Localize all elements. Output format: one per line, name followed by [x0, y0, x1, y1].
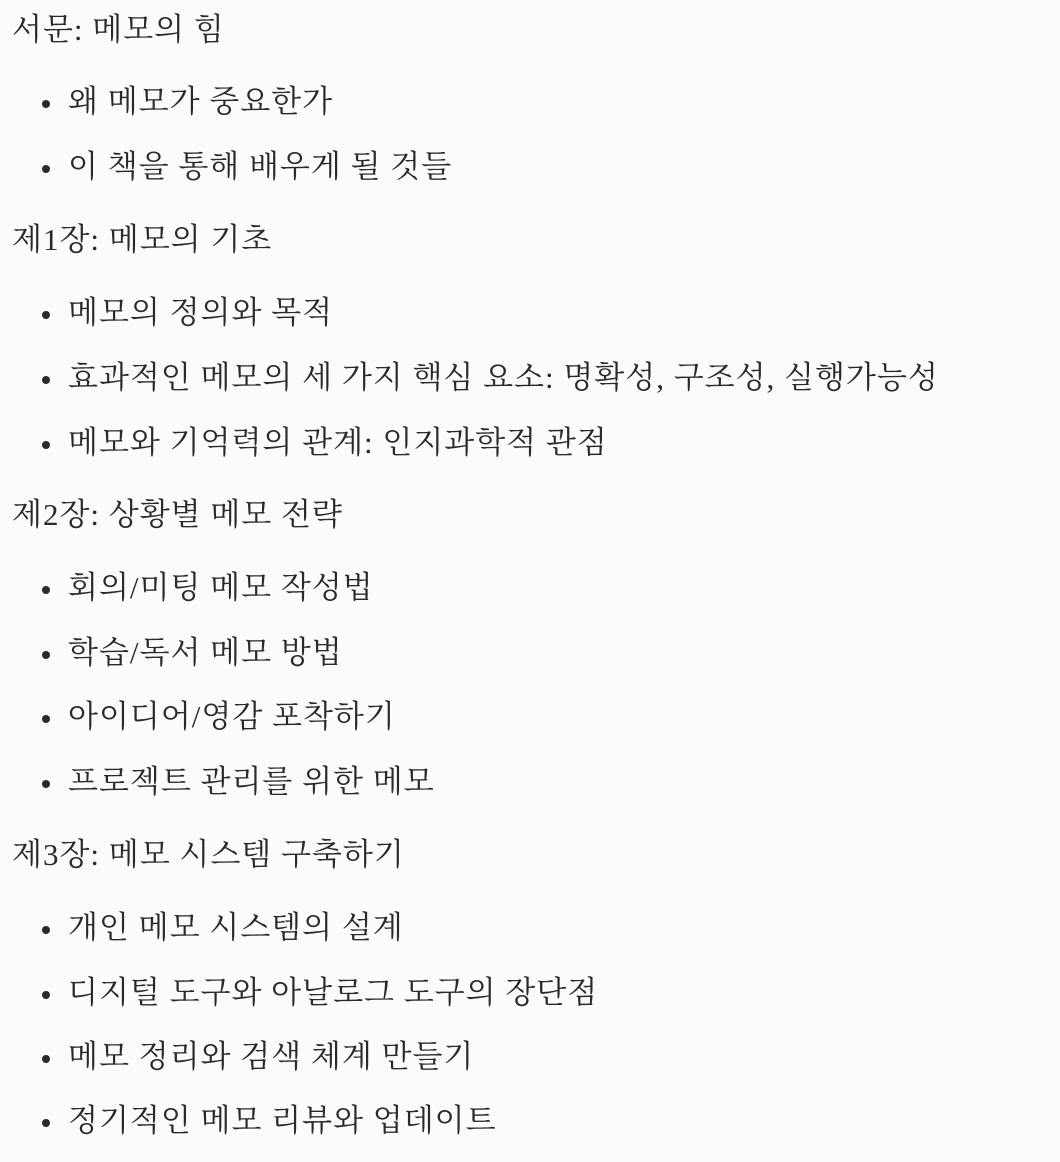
- bullet-icon: [42, 100, 50, 108]
- list-item-text: 메모 정리와 검색 체계 만들기: [68, 1039, 475, 1074]
- list-item: [42, 633, 343, 673]
- list-item: [42, 908, 404, 948]
- list-item-text: 정기적인 메모 리뷰와 업데이트: [68, 1103, 497, 1138]
- list-item: [42, 423, 608, 463]
- list-item: [42, 762, 435, 802]
- bullet-icon: [42, 376, 50, 384]
- list-item: [42, 147, 452, 187]
- bullet-icon: [42, 651, 50, 659]
- list-item: [42, 697, 396, 737]
- list-item: [42, 358, 939, 398]
- bullet-icon: [42, 586, 50, 594]
- list-item-text: 아이디어/영감 포착하기: [68, 699, 396, 734]
- bullet-icon: [42, 780, 50, 788]
- list-item-text: 개인 메모 시스템의 설계: [68, 910, 404, 945]
- list-item-text: 학습/독서 메모 방법: [68, 635, 343, 670]
- list-item-text: 효과적인 메모의 세 가지 핵심 요소: 명확성, 구조성, 실행가능성: [68, 360, 939, 395]
- list-item-text: 메모와 기억력의 관계: 인지과학적 관점: [68, 425, 608, 460]
- section-heading-chapter-2: 제2장: 상황별 메모 전략: [12, 497, 343, 532]
- section-heading-intro: 서문: 메모의 힘: [12, 12, 225, 47]
- list-item-text: 디지털 도구와 아날로그 도구의 장단점: [68, 975, 599, 1010]
- list-item-text: 왜 메모가 중요한가: [68, 84, 334, 119]
- bullet-icon: [42, 715, 50, 723]
- bullet-icon: [42, 926, 50, 934]
- list-item: [42, 1101, 497, 1141]
- list-item: [42, 82, 333, 122]
- list-item-text: 프로젝트 관리를 위한 메모: [68, 764, 435, 799]
- list-item-text: 회의/미팅 메모 작성법: [68, 570, 374, 605]
- list-item-text: 메모의 정의와 목적: [68, 295, 334, 330]
- bullet-icon: [42, 165, 50, 173]
- bullet-icon: [42, 991, 50, 999]
- section-heading-chapter-1: 제1장: 메모의 기초: [12, 222, 273, 257]
- list-item: [42, 1037, 474, 1077]
- list-item: [42, 568, 374, 608]
- bullet-icon: [42, 311, 50, 319]
- list-item-text: 이 책을 통해 배우게 될 것들: [68, 149, 453, 184]
- bullet-icon: [42, 1055, 50, 1063]
- bullet-icon: [42, 1119, 50, 1127]
- list-item: [42, 293, 333, 333]
- list-item: [42, 973, 598, 1013]
- section-heading-chapter-3: 제3장: 메모 시스템 구축하기: [12, 837, 405, 872]
- bullet-icon: [42, 441, 50, 449]
